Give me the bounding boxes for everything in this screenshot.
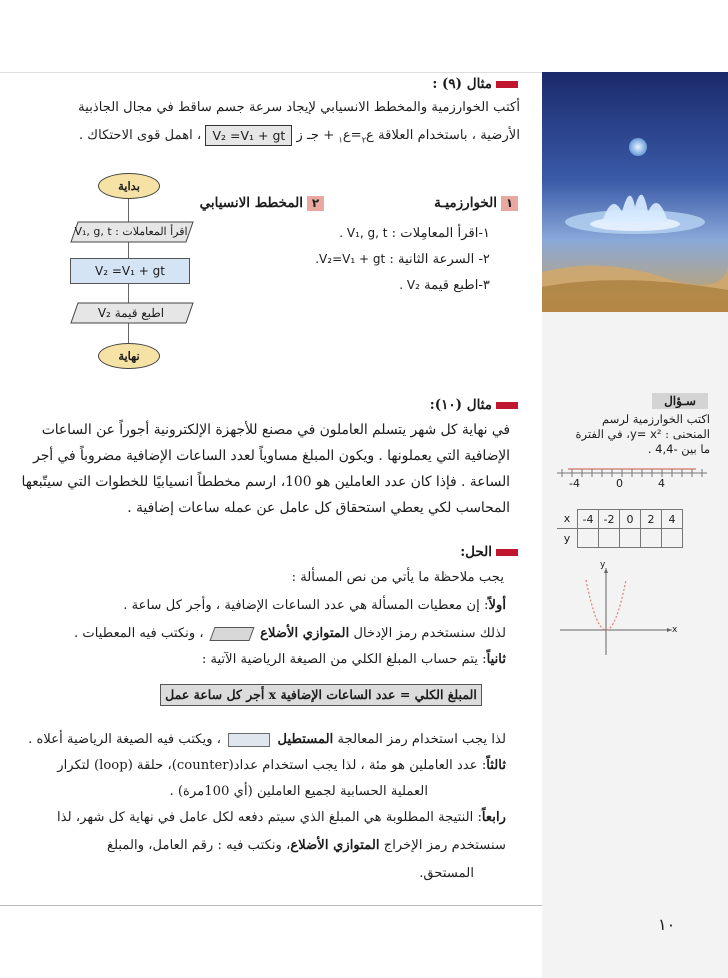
table-row-y [557,529,683,548]
xy-table [557,509,683,548]
flowchart-heading: ٢المخطط الانسيابي [200,191,324,215]
algo-step-1: ١-اقرأ المعامِلات : V₁, g, t . [339,226,490,241]
table-cell [578,529,599,548]
nl-label-4: 4 [658,477,665,490]
solution-line6: ثالثاً: عدد العاملين هو مئة ، لذا يجب استخدام عداد(counter)، حلقة (loop) لتكرار [57,758,506,773]
chart-number: ٢ [307,196,324,211]
flow-end: نهاية [98,343,160,369]
solution-line10: المستحق. [419,866,474,881]
solution-line7: العملية الحسابية لجميع العاملين (أي 100مرة) . [169,784,428,799]
flow-input-text: اقرأ المعاملات : V₁, g, t [74,225,188,238]
table-cell [662,529,683,548]
algo-number: ١ [501,196,518,211]
table-cell [620,529,641,548]
parabola-graph [556,560,686,660]
table-cell: 2 [641,510,662,529]
heading-bar [496,81,518,88]
flow-process: V₂ =V₁ + gt [70,258,190,284]
table-cell: -2 [599,510,620,529]
solution-line8: رابعاً: النتيجة المطلوبة هي المبلغ الذي سيتم دفعه لكل عامل في نهاية كل شهر، لذا [57,810,506,825]
example10-line3: الساعة . فإذا كان عدد العاملين هو 100، ارسم مخططاً انسيابيًا للخطوات التي سيتّبعها [21,474,510,490]
solution-heading: الحل: [460,540,518,564]
table-cell: 0 [620,510,641,529]
heading-bar [496,549,518,556]
example9-line1: أكتب الخوارزمية والمخطط الانسيابي لإيجاد سرعة جسم ساقط في مجال الجاذبية [78,100,520,115]
solution-line5: لذا يجب استخدام رمز المعالجة المستطيل ، ويكتب فيه الصيغة الرياضية أعلاه . [28,732,506,747]
formula-box: V₂ =V₁ + gt [205,125,292,146]
water-splash-photo [542,72,728,312]
question-line-1: اكتب الخوارزمية لرسم [601,412,710,426]
table-cell [599,529,620,548]
algo-step-3: ٣-اطبع قيمة V₂ . [399,278,490,293]
solution-line3: لذلك سنستخدم رمز الإدخال المتوازي الأضلاع ، ونكتب فيه المعطيات . [73,626,506,641]
table-row-x [557,510,683,529]
example9-line2: الأرضية ، باستخدام العلاقة ع$_٢$=ع$_١$ + جـ ز V₂ =V₁ + gt ، اهمل قوى الاحتكاك . [79,124,520,153]
example10-line4: المحاسب لكي يعطي استحقاق كل عامل عن عمله ساعات إضافية . [127,500,510,516]
solution-line9: سنستخدم رمز الإخراج المتوازي الأضلاع، ونكتب فيه : رقم العامل، والمبلغ [107,838,506,853]
question-line-2: المنحنى : y= x²، في الفترة [575,427,710,441]
nl-label-neg4: -4 [569,477,580,490]
question-tab: سـؤال [652,393,708,409]
solution-line4: ثانياً: يتم حساب المبلغ الكلي من الصيغة الرياضية الآتية : [201,652,506,667]
table-cell [641,529,662,548]
algo-step-2: ٢- السرعة الثانية : V₂=V₁ + gt. [315,252,490,267]
table-cell: -4 [578,510,599,529]
example10-heading: مثال (١٠): [430,393,518,417]
bottom-rule [0,905,542,906]
graph-y-label: y [600,560,606,570]
question-line-3: ما بين -4,4 . [647,442,710,456]
amount-formula-box: المبلغ الكلي = عدد الساعات الإضافية x أجر كل ساعة عمل [160,684,482,706]
page-number: ١٠ [658,915,676,934]
parallelogram-icon [209,627,254,641]
flow-output-text: اطبع قيمة V₂ [97,306,165,320]
nl-label-0: 0 [616,477,623,490]
rectangle-icon [228,733,270,747]
example10-line1: في نهاية كل شهر يتسلم العاملون في مصنع للأجهزة الإلكترونية أجوراً عن الساعات [41,422,510,438]
heading-bar [496,402,518,409]
number-line-labels [552,477,712,491]
table-cell: 4 [662,510,683,529]
table-cell: y [557,529,578,548]
table-cell: x [557,510,578,529]
example9-heading: مثال (٩) : [432,72,518,96]
question-text [538,412,710,457]
graph-x-label: x [672,625,678,635]
solution-line1: يجب ملاحظة ما يأتي من نص المسألة : [291,570,504,585]
solution-line2: أولاً: إن معطيات المسألة هي عدد الساعات الإضافية ، وأجر كل ساعة . [123,598,506,613]
flow-start: بداية [98,173,160,199]
example10-line2: الإضافية التي يعملونها . ويكون المبلغ مساوياً لعدد الساعات الإضافية مضروباً في أجر [33,448,510,464]
algorithm-heading: ١الخوارزميـة [434,191,518,215]
